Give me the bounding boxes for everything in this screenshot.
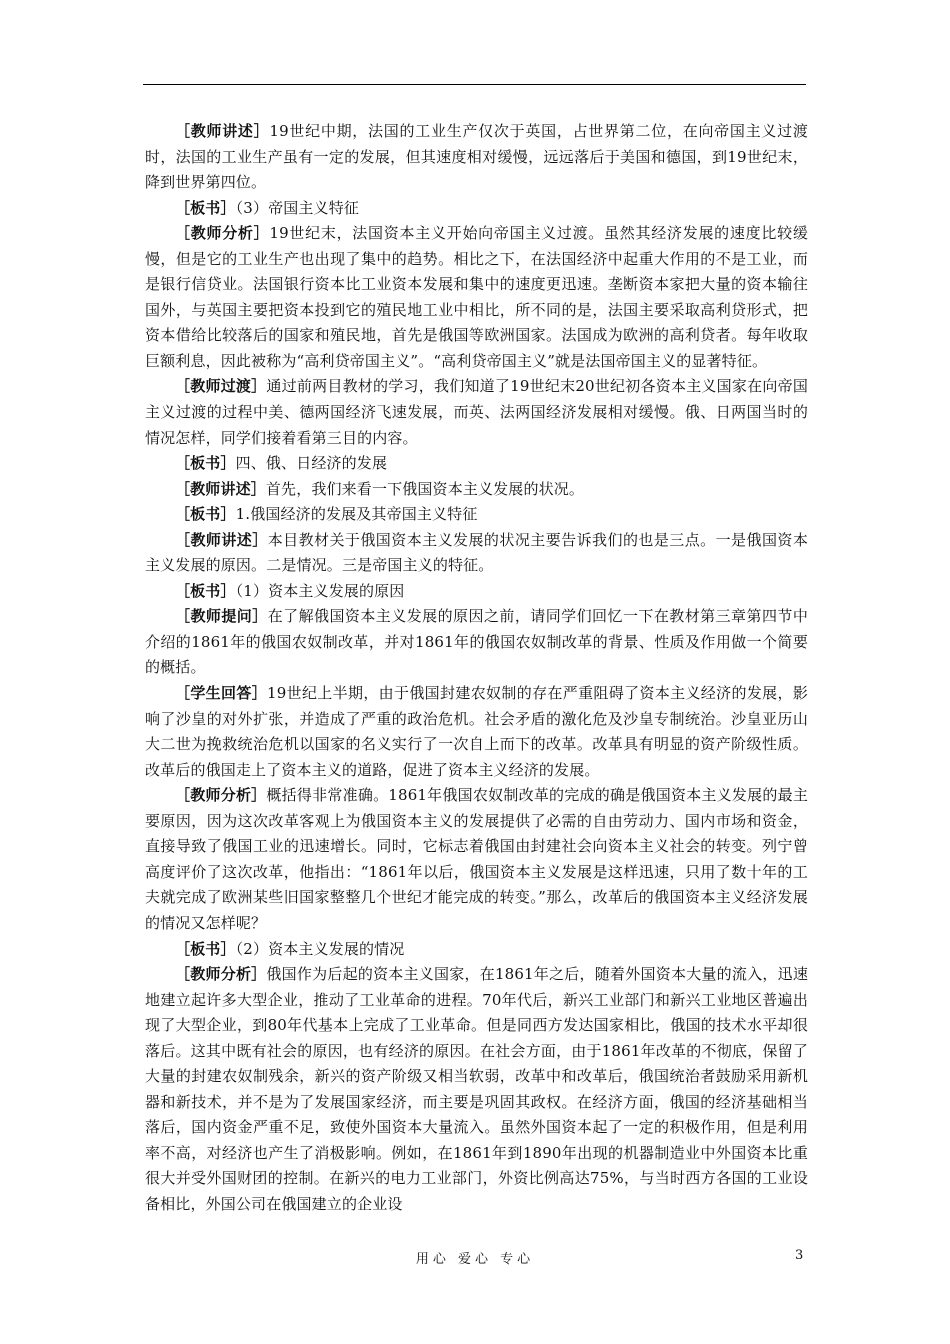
paragraph-tag: ［教师分析］ [175,224,270,243]
footer-motto: 用心 爱心 专心 [415,1252,535,1267]
paragraph-tag: ［教师过渡］ [175,377,267,396]
paragraph [145,196,808,222]
paragraph-text: 19世纪末，法国资本主义开始向帝国主义过渡。虽然其经济发展的速度比较缓慢，但是它的工业生产也出现了集中的趋势。相比之下，在法国经济中起重大作用的不是工业，而是银行信贷业。法国银行资本比工业资本发展和集中的速度更迅速。垄断资本家把大量的资本输往国外，与英国主要把资本投到它的殖民地工业中相比，所不同的是，法国主要采取高利贷形式，把资本借给比较落后的国家和殖民地，首先是俄国等欧洲国家。法国成为欧洲的高利贷者。每年收取巨额利息，因此被称为“高利贷帝国主义”。“高利贷帝国主义”就是法国帝国主义的显著特征。 [145,224,808,370]
paragraph [145,579,808,605]
paragraph [145,221,808,374]
header-rule [143,84,806,85]
paragraph-tag: ［教师提问］ [175,607,268,626]
paragraph-tag: ［板书］ [175,454,236,473]
paragraph-tag: ［板书］ [175,198,236,217]
paragraph [145,502,808,528]
paragraph-text: （2）资本主义发展的情况 [235,939,405,958]
paragraph-tag: ［板书］ [175,505,236,524]
paragraph [145,477,808,503]
paragraph-text: 本目教材关于俄国资本主义发展的状况主要告诉我们的也是三点。一是俄国资本主义发展的原因。二是情况。三是帝国主义的特征。 [145,530,808,575]
paragraph-text: 通过前两目教材的学习，我们知道了19世纪末20世纪初各资本主义国家在向帝国主义过渡的过程中美、德两国经济飞速发展，而英、法两国经济发展相对缓慢。俄、日两国当时的情况怎样，同学们接着看第三目的内容。 [145,377,808,447]
paragraph [145,937,808,963]
paragraph-text: 1.俄国经济的发展及其帝国主义特征 [235,505,478,524]
paragraph-tag: ［板书］ [175,939,236,958]
paragraph-tag: ［教师讲述］ [175,479,266,498]
paragraph-tag: ［教师分析］ [175,965,267,984]
paragraph-text: （1）资本主义发展的原因 [235,581,405,600]
paragraph-text: 19世纪上半期，由于俄国封建农奴制的存在严重阻碍了资本主义经济的发展，影响了沙皇的对外扩张，并造成了严重的政治危机。社会矛盾的激化危及沙皇专制统治。沙皇亚历山大二世为挽救统治危机以国家的名义实行了一次自上而下的改革。改革具有明显的资产阶级性质。改革后的俄国走上了资本主义的道路，促进了资本主义经济的发展。 [145,684,808,779]
paragraph-text: 概括得非常准确。1861年俄国农奴制改革的完成的确是俄国资本主义发展的最主要原因，因为这次改革客观上为俄国资本主义的发展提供了必需的自由劳动力、国内市场和资金，直接导致了俄国工业的迅速增长。同时，它标志着俄国由封建社会向资本主义社会的转变。列宁曾高度评价了这次改革，他指出：“1861年以后，俄国资本主义发展是这样迅速，只用了数十年的工夫就完成了欧洲某些旧国家整整几个世纪才能完成的转变。”那么，改革后的俄国资本主义经济发展的情况又怎样呢？ [145,786,808,932]
paragraph [145,604,808,681]
page-number: 3 [795,1248,804,1263]
paragraph-text: 首先，我们来看一下俄国资本主义发展的状况。 [265,479,585,498]
paragraph-tag: ［教师分析］ [175,786,267,805]
paragraph-text: 俄国作为后起的资本主义国家，在1861年之后，随着外国资本大量的流入，迅速地建立起许多大型企业，推动了工业革命的进程。70年代后，新兴工业部门和新兴工业地区普遍出现了大型企业，到80年代基本上完成了工业革命。但是同西方发达国家相比，俄国的技术水平却很落后。这其中既有社会的原因，也有经济的原因。在社会方面，由于1861年改革的不彻底，保留了大量的封建农奴制残余，新兴的资产阶级又相当软弱，改革中和改革后，俄国统治者鼓励采用新机器和新技术，并不是为了发展国家经济，而主要是巩固其政权。在经济方面，俄国的经济基础相当落后，国内资金严重不足，致使外国资本大量流入。虽然外国资本起了一定的积极作用，但是利用率不高，对经济也产生了消极影响。例如，在1861年到1890年出现的机器制造业中外国资本比重很大并受外国财团的控制。在新兴的电力工业部门，外资比例高达75%，与当时西方各国的工业设备相比，外国公司在俄国建立的企业设 [145,965,808,1213]
paragraph-text: 19世纪中期，法国的工业生产仅次于英国，占世界第二位，在向帝国主义过渡时，法国的工业生产虽有一定的发展，但其速度相对缓慢，远远落后于美国和德国，到19世纪末，降到世界第四位。 [145,122,808,192]
paragraph-tag: ［教师讲述］ [175,122,270,140]
paragraph-text: 四、俄、日经济的发展 [235,454,388,473]
paragraph [145,119,808,196]
paragraph-tag: ［教师讲述］ [175,530,268,549]
paragraph [145,783,808,936]
paragraph-tag: ［板书］ [175,581,236,600]
paragraph [145,962,808,1217]
paragraph [145,681,808,783]
paragraph [145,451,808,477]
paragraph-text: 在了解俄国资本主义发展的原因之前，请同学们回忆一下在教材第三章第四节中介绍的1861年的俄国农奴制改革，并对1861年的俄国农奴制改革的背景、性质及作用做一个简要的概括。 [145,607,808,677]
paragraph [145,528,808,579]
body-text [145,119,808,1218]
paragraph-text: （3）帝国主义特征 [235,198,360,217]
paragraph [145,374,808,451]
paragraph-tag: ［学生回答］ [175,684,268,703]
